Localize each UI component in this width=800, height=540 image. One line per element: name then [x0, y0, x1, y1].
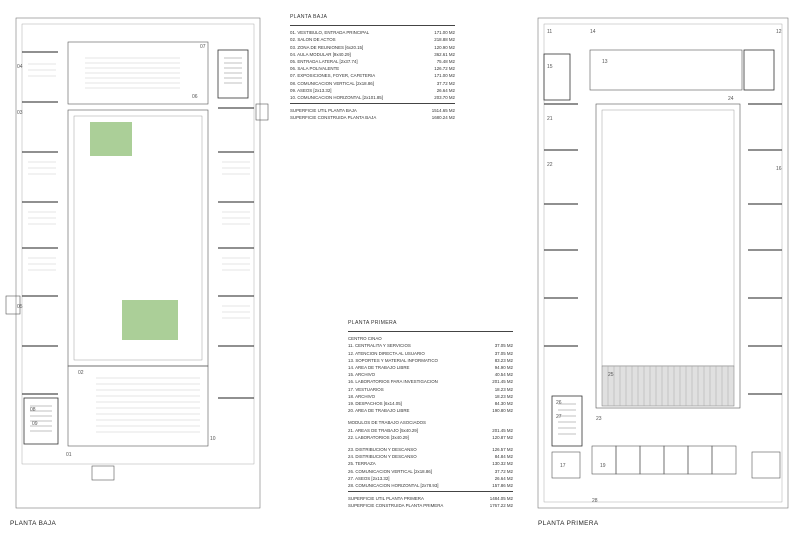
schedule-item-area: 75.48 M2 [436, 59, 455, 65]
schedule-item-area: 201.45 M2 [492, 379, 513, 385]
schedule-item-label: 24. DISTRIBUCION Y DESCANSO [348, 454, 417, 460]
schedule-item-label: 25. TERRAZA [348, 461, 376, 467]
room-label-21: 21 [547, 116, 553, 122]
schedule-total-row [348, 495, 513, 502]
greenery-bottom [122, 300, 178, 340]
room-label-27: 27 [556, 414, 562, 420]
room-label-13: 13 [602, 59, 608, 65]
group-title-centro: CENTRO CINAO [348, 336, 382, 342]
schedule-item-label: 15. ARCHIVO [348, 372, 376, 378]
schedule-row [348, 446, 513, 453]
schedule-item-label: SUPERFICIE UTIL PLANTA BAJA [290, 108, 357, 114]
schedule-row [348, 342, 513, 349]
schedule-total-row [290, 114, 455, 121]
schedule-item-area: 37.72 M2 [494, 468, 513, 474]
schedule-item-area: 40.54 M2 [494, 372, 513, 378]
schedule-row [348, 475, 513, 482]
room-label-22: 22 [547, 162, 553, 168]
room-label-04: 04 [17, 64, 23, 70]
schedule-item-area: 157.86 M2 [492, 483, 513, 489]
divider [290, 25, 455, 26]
room-label-14: 14 [590, 29, 596, 35]
schedule-row [290, 72, 455, 79]
schedule-item-area: 190.80 M2 [492, 408, 513, 414]
schedule-item-area: 84.84 M2 [494, 454, 513, 460]
schedule-item-label: 14. AREA DE TRABAJO LIBRE [348, 365, 410, 371]
schedule-row [348, 386, 513, 393]
room-label-11: 11 [547, 29, 553, 35]
schedule-item-area: 37.05 M2 [494, 350, 513, 356]
schedule-item-label: 03. ZONA DE REUNIONES [6x20.15] [290, 44, 364, 50]
schedule-item-label: 07. EXPOSICIONES, FOYER, CAFETERIA [290, 73, 376, 79]
room-label-26: 26 [556, 400, 562, 406]
schedule-item-label: 05. ENTRADA LATERAL [2x37.74] [290, 59, 358, 65]
schedule-item-area: 120.87 M2 [492, 434, 513, 440]
room-label-17: 17 [560, 463, 566, 469]
room-label-25: 25 [608, 372, 614, 378]
schedule-item-area: 83.23 M2 [494, 357, 513, 363]
schedule-item-area: 362.61 M2 [434, 51, 455, 57]
schedule-row [348, 482, 513, 489]
schedule-item-label: 23. DISTRIBUCION Y DESCANSO [348, 447, 417, 453]
schedule-item-label: SUPERFICIE CONSTRUIDA PLANTA BAJA [290, 115, 377, 121]
terrace-hatch [602, 366, 734, 406]
schedule-row [348, 378, 513, 385]
schedule-row [348, 400, 513, 407]
schedule-row [348, 453, 513, 460]
schedule-item-area: 171.00 M2 [434, 30, 455, 36]
schedule-item-area: 26.64 M2 [494, 475, 513, 481]
schedule-row [348, 468, 513, 475]
first-floor-plan [530, 0, 800, 540]
schedule-item-area: 84.30 M2 [494, 401, 513, 407]
schedule-item-area: 120.90 M2 [434, 44, 455, 50]
schedule-item-label: 27. ASEOS [2x13.32] [348, 475, 390, 481]
schedule-item-label: 20. AREA DE TRABAJO LIBRE [348, 408, 410, 414]
schedule-item-label: 13. SOPORTES Y MATERIAL INFORMATICO [348, 357, 438, 363]
group-title-modulos: MODULOS DE TRABAJO ASOCIADOS [348, 420, 426, 426]
schedule-row [348, 357, 513, 364]
divider [348, 491, 513, 492]
schedule-item-label: SUPERFICIE UTIL PLANTA PRIMERA [348, 496, 424, 502]
first-schedule-title: PLANTA PRIMERA [348, 320, 397, 326]
schedule-item-label: 09. ASEOS [2x13.32] [290, 87, 332, 93]
schedule-item-label: 02. SALON DE ACTOS [290, 37, 336, 43]
schedule-item-area: 203.70 M2 [434, 95, 455, 101]
ground-floor-plan [0, 0, 270, 540]
schedule-row [348, 407, 513, 414]
schedule-row [290, 87, 455, 94]
room-label-08: 08 [30, 407, 36, 413]
ground-floor-schedule [290, 14, 455, 122]
schedule-row [348, 460, 513, 467]
schedule-item-label: 17. VESTUARIOS [348, 386, 384, 392]
room-label-10: 10 [210, 436, 216, 442]
schedule-row [348, 364, 513, 371]
room-label-01: 01 [66, 452, 72, 458]
schedule-item-label: SUPERFICIE CONSTRUIDA PLANTA PRIMERA [348, 503, 444, 509]
schedule-row [348, 427, 513, 434]
schedule-item-label: 10. COMUNICACION HORIZONTAL [2x101.85] [290, 95, 383, 101]
schedule-item-area: 37.72 M2 [436, 80, 455, 86]
room-label-16: 16 [776, 166, 782, 172]
schedule-item-label: 11. CENTRALITA Y SERVICIOS [348, 343, 411, 349]
schedule-item-label: 04. AULA MODULAR [9x40.29] [290, 51, 351, 57]
schedule-row [290, 80, 455, 87]
room-label-15: 15 [547, 64, 553, 70]
schedule-row [290, 94, 455, 101]
schedule-item-area: 218.88 M2 [434, 37, 455, 43]
schedule-row [348, 434, 513, 441]
seating-rows-top [85, 58, 180, 88]
first-floor-caption: PLANTA PRIMERA [538, 520, 599, 527]
room-label-02: 02 [78, 370, 84, 376]
divider [348, 331, 513, 332]
room-label-09: 09 [32, 421, 38, 427]
room-label-28: 28 [592, 498, 598, 504]
schedule-item-label: 01. VESTIBULO, ENTRADA PRINCIPAL [290, 30, 370, 36]
room-label-03: 03 [17, 110, 23, 116]
divider [290, 103, 455, 104]
schedule-item-area: 126.72 M2 [434, 66, 455, 72]
schedule-row [290, 36, 455, 43]
schedule-item-label: 28. COMUNICACION HORIZONTAL [2x78.93] [348, 483, 439, 489]
schedule-row [348, 371, 513, 378]
schedule-item-area: 26.64 M2 [436, 87, 455, 93]
schedule-item-label: 08. COMUNICACION VERTICAL [2x18.86] [290, 80, 374, 86]
schedule-row [348, 350, 513, 357]
schedule-item-label: 26. COMUNICACION VERTICAL [2x18.86] [348, 468, 432, 474]
first-floor-drawing [530, 0, 800, 540]
schedule-row [290, 65, 455, 72]
first-floor-schedule [348, 320, 513, 510]
schedule-item-area: 126.57 M2 [492, 447, 513, 453]
room-label-12: 12 [776, 29, 782, 35]
room-label-23: 23 [596, 416, 602, 422]
schedule-item-area: 1680.24 M2 [431, 115, 455, 121]
schedule-item-label: 22. LABORATORIOS [3x40.29] [348, 434, 409, 440]
schedule-item-area: 1514.65 M2 [431, 108, 455, 114]
schedule-item-area: 18.23 M2 [494, 393, 513, 399]
ground-floor-drawing [0, 0, 270, 540]
schedule-item-label: 19. DESPACHOS [6x14.05] [348, 401, 402, 407]
ground-schedule-title: PLANTA BAJA [290, 14, 328, 20]
schedule-item-label: 06. SALA POLIVALENTE [290, 66, 340, 72]
room-label-24: 24 [728, 96, 734, 102]
schedule-row [348, 393, 513, 400]
ground-floor-caption: PLANTA BAJA [10, 520, 57, 527]
schedule-row [290, 29, 455, 36]
room-label-07: 07 [200, 44, 206, 50]
schedule-total-row [348, 502, 513, 509]
schedule-item-area: 130.32 M2 [492, 461, 513, 467]
schedule-item-area: 18.23 M2 [494, 386, 513, 392]
greenery-top [90, 122, 132, 156]
schedule-row [290, 51, 455, 58]
schedule-item-label: 12. ATENCION DIRECTA AL USUARIO [348, 350, 425, 356]
schedule-total-row [290, 107, 455, 114]
room-label-06: 06 [192, 94, 198, 100]
schedule-item-area: 1484.05 M2 [489, 496, 513, 502]
schedule-item-label: 16. LABORATORIOS PARA INVESTIGACION [348, 379, 438, 385]
room-label-05: 05 [17, 304, 23, 310]
schedule-item-area: 201.45 M2 [492, 427, 513, 433]
schedule-row [290, 44, 455, 51]
schedule-item-area: 94.90 M2 [494, 365, 513, 371]
room-label-19: 19 [600, 463, 606, 469]
schedule-item-label: 18. ARCHIVO [348, 393, 376, 399]
schedule-item-area: 1767.22 M2 [489, 503, 513, 509]
schedule-row [290, 58, 455, 65]
schedule-item-area: 171.00 M2 [434, 73, 455, 79]
schedule-item-area: 37.05 M2 [494, 343, 513, 349]
schedule-item-label: 21. AREAS DE TRABAJO [5x40.29] [348, 427, 418, 433]
